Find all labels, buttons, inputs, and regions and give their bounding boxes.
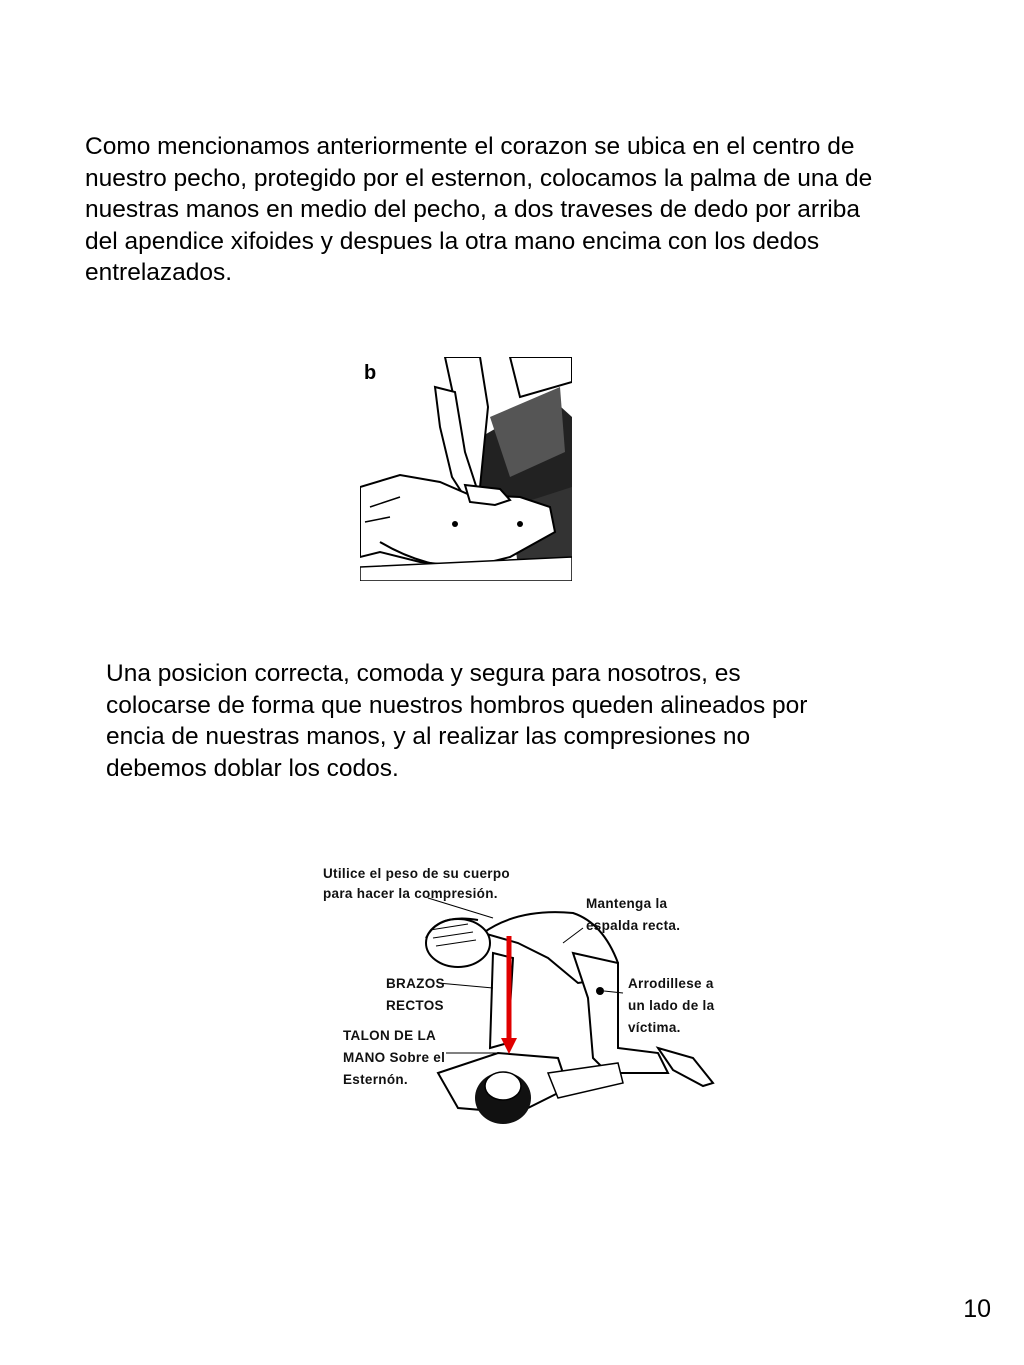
figure-label: b [364, 362, 377, 384]
caption-kneel-3: víctima. [628, 1020, 681, 1035]
caption-kneel-2: un lado de la [628, 998, 715, 1013]
caption-body-weight-1: Utilice el peso de su cuerpo [323, 866, 510, 881]
caption-arms-2: RECTOS [386, 998, 444, 1013]
paragraph-line: Una posicion correcta, comoda y segura para nosotros, es [106, 660, 741, 687]
paragraph-line: del apendice xifoides y despues la otra mano encima con los dedos [85, 227, 820, 255]
caption-body-weight-2: para hacer la compresión. [323, 886, 498, 901]
arrow-head-icon [501, 1038, 517, 1054]
paragraph-line: Como mencionamos anteriormente el corazon se ubica en el centro de [85, 133, 855, 160]
paragraph-line: nuestro pecho, protegido por el esternon, colocamos la palma de una de [85, 164, 873, 192]
paragraph-correct-posture [106, 658, 807, 784]
paragraph-line: encia de nuestras manos, y al realizar las compresiones no [106, 723, 751, 750]
hands-on-chest-illustration [360, 357, 572, 581]
caption-heel-2: MANO Sobre el [343, 1050, 446, 1065]
page-number: 10 [963, 1295, 991, 1323]
paragraph-line: debemos doblar los codos. [106, 754, 399, 782]
caption-kneel-1: Arrodillese a [628, 976, 714, 991]
paragraph-line: nuestras manos en medio del pecho, a dos traveses de dedo por arriba [85, 196, 860, 223]
paragraph-heart-position [85, 131, 872, 289]
paragraph-line: entrelazados. [85, 259, 233, 286]
caption-arms-1: BRAZOS [386, 976, 445, 991]
cpr-posture-diagram [318, 858, 728, 1130]
caption-back-2: espalda recta. [586, 918, 681, 933]
caption-heel-1: TALON DE LA [343, 1028, 437, 1043]
caption-back-1: Mantenga la [586, 896, 668, 911]
paragraph-line: colocarse de forma que nuestros hombros queden alineados por [106, 691, 808, 719]
caption-heel-3: Esternón. [343, 1072, 408, 1087]
